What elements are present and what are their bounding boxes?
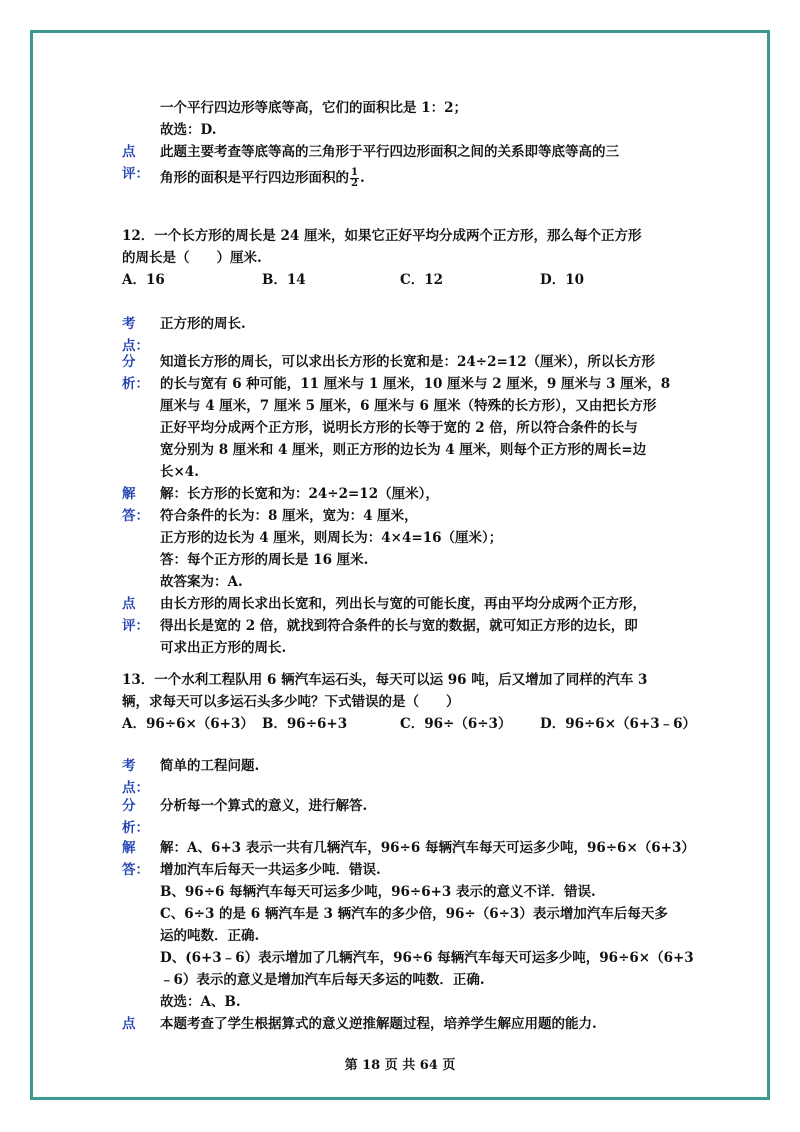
- q13-sol-tag-1: 解: [122, 840, 136, 856]
- fraction-one-half: $\frac{1}{2}$: [351, 167, 358, 189]
- q12-solution-line: 符合条件的长为：8 厘米，宽为：4 厘米，: [160, 508, 418, 524]
- q13-comment: 本题考查了学生根据算式的意义逆推解题过程，培养学生解应用题的能力.: [160, 1016, 597, 1032]
- q12-option-a: A．16: [122, 272, 165, 288]
- q12-analysis-line: 长×4.: [160, 464, 199, 480]
- q13-solution-line: ﹣6）表示的意义是增加汽车后每天多运的吨数．正确.: [160, 972, 485, 988]
- q13-solution-line: 解：A、6+3 表示一共有几辆汽车，96÷6 每辆汽车每天可运多少吨，96÷6×（6+3）: [160, 840, 695, 856]
- q12-analysis-line: 厘米与 4 厘米，7 厘米 5 厘米，6 厘米与 6 厘米（特殊的长方形），又由把长方形: [160, 398, 657, 414]
- q13-solution-line: 增加汽车后每天一共运多少吨．错误.: [160, 862, 381, 878]
- q12-knowledge-point: 正方形的周长.: [160, 316, 246, 332]
- q12-an-tag-2: 析：: [122, 376, 149, 392]
- q12-analysis-line: 的长与宽有 6 种可能，11 厘米与 1 厘米，10 厘米与 2 厘米，9 厘米与 3 厘米，8: [160, 376, 671, 392]
- prev-line-1: 一个平行四边形等底等高，它们的面积比是 1：2；: [160, 100, 467, 116]
- q12-option-c: C．12: [400, 272, 444, 288]
- q13-option-d: D．96÷6×（6+3﹣6）: [540, 716, 697, 732]
- q13-cm-tag-1: 点: [122, 1016, 136, 1032]
- q12-stem-1: 12．一个长方形的周长是 24 厘米，如果它正好平均分成两个正方形，那么每个正方形: [122, 228, 642, 244]
- q13-knowledge-point: 简单的工程问题.: [160, 758, 260, 774]
- q12-solution-line: 正方形的边长为 4 厘米，则周长为：4×4=16（厘米）；: [160, 530, 503, 546]
- q12-sol-tag-2: 答：: [122, 508, 149, 524]
- q12-stem-2: 的周长是（ ）厘米.: [122, 250, 262, 266]
- q12-solution-line: 故答案为：A.: [160, 574, 243, 590]
- q12-kd-tag-2: 点：: [122, 338, 149, 354]
- page-border: [30, 30, 770, 1100]
- q13-option-a: A．96÷6×（6+3）: [122, 716, 254, 732]
- q13-solution-line: C、6÷3 的是 6 辆汽车是 3 辆汽车的多少倍，96÷（6÷3）表示增加汽车后每天多: [160, 906, 668, 922]
- comment-tag-1: 点: [122, 144, 136, 160]
- q12-comment-line: 由长方形的周长求出长宽和，列出长与宽的可能长度，再由平均分成两个正方形，: [160, 596, 646, 612]
- q12-comment-line: 可求出正方形的周长.: [160, 640, 287, 656]
- q12-option-d: D．10: [540, 272, 584, 288]
- q13-sol-tag-2: 答：: [122, 862, 149, 878]
- q13-stem-1: 13．一个水利工程队用 6 辆汽车运石头，每天可以运 96 吨，后又增加了同样的汽车 3: [122, 672, 648, 688]
- q12-cm-tag-1: 点: [122, 596, 136, 612]
- page-footer: 第 18 页 共 64 页: [344, 1058, 456, 1073]
- q12-kd-tag-1: 考: [122, 316, 136, 332]
- q13-an-tag-1: 分: [122, 798, 136, 814]
- q13-solution-line: D、(6+3﹣6）表示增加了几辆汽车，96÷6 每辆汽车每天可运多少吨，96÷6×（6+3: [160, 950, 694, 966]
- q12-option-b: B．14: [262, 272, 306, 288]
- q12-solution-line: 答：每个正方形的周长是 16 厘米.: [160, 552, 369, 568]
- q12-an-tag-1: 分: [122, 354, 136, 370]
- q13-analysis: 分析每一个算式的意义，进行解答.: [160, 798, 368, 814]
- q12-comment-line: 得出长是宽的 2 倍，就找到符合条件的长与宽的数据，就可知正方形的边长，即: [160, 618, 638, 634]
- q13-option-c: C．96÷（6÷3）: [400, 716, 512, 732]
- comment-tag-2: 评：: [122, 166, 149, 182]
- q13-option-b: B．96÷6+3: [262, 716, 348, 732]
- q13-an-tag-2: 析：: [122, 820, 149, 836]
- q13-stem-2: 辆，求每天可以多运石头多少吨？下式错误的是（ ）: [122, 694, 460, 710]
- q12-sol-tag-1: 解: [122, 486, 136, 502]
- q13-kd-tag-2: 点：: [122, 780, 149, 796]
- q12-analysis-line: 正好平均分成两个正方形，说明长方形的长等于宽的 2 倍，所以符合条件的长与: [160, 420, 638, 436]
- q13-solution-line: 故选：A、B.: [160, 994, 241, 1010]
- q12-solution-line: 解：长方形的长宽和为：24÷2=12（厘米），: [160, 486, 439, 502]
- q13-kd-tag-1: 考: [122, 758, 136, 774]
- q13-solution-line: 运的吨数．正确.: [160, 928, 260, 944]
- prev-comment-1: 此题主要考查等底等高的三角形于平行四边形面积之间的关系即等底等高的三: [160, 144, 619, 160]
- q12-cm-tag-2: 评：: [122, 618, 149, 634]
- prev-line-2: 故选：D.: [160, 122, 217, 138]
- q13-solution-line: B、96÷6 每辆汽车每天可运多少吨，96÷6+3 表示的意义不详．错误.: [160, 884, 596, 900]
- prev-comment-2: 角形的面积是平行四边形面积的 $\frac{1}{2}$ .: [160, 167, 365, 189]
- q12-analysis-line: 宽分别为 8 厘米和 4 厘米，则正方形的边长为 4 厘米，则每个正方形的周长=边: [160, 442, 647, 458]
- q12-analysis-line: 知道长方形的周长，可以求出长方形的长宽和是：24÷2=12（厘米），所以长方形: [160, 354, 655, 370]
